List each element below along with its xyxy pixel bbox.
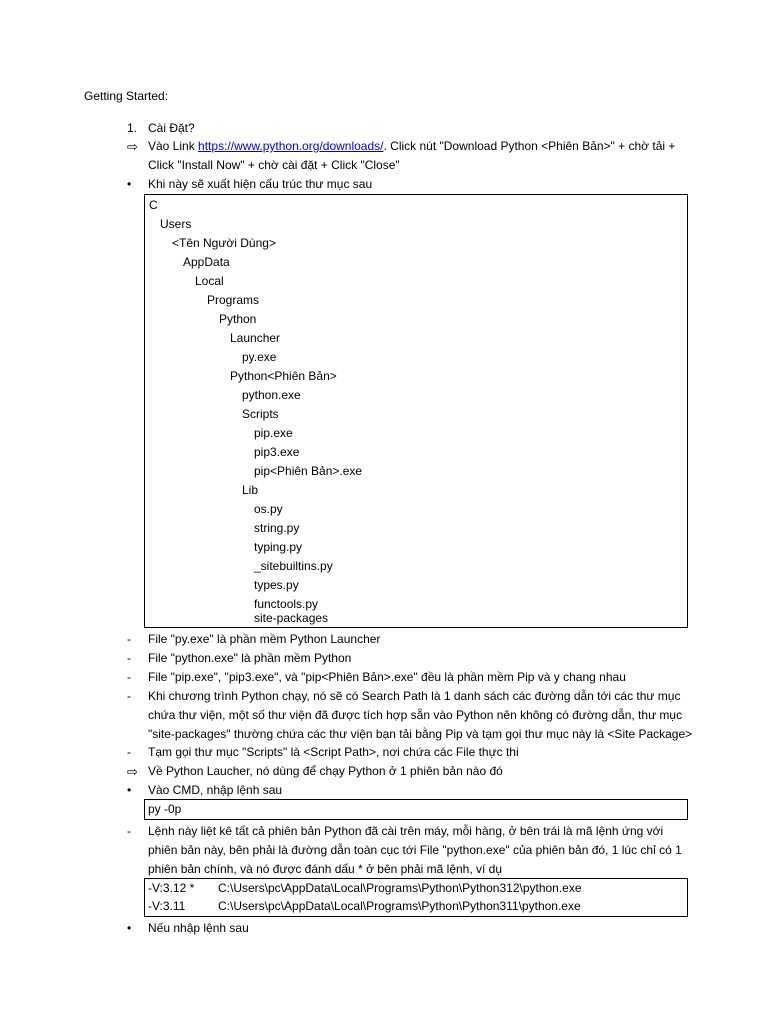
tree-node: Launcher bbox=[230, 331, 281, 345]
version-code: -V:3.11 bbox=[148, 899, 186, 913]
bullet-dot-icon: • bbox=[127, 177, 132, 191]
dash-bullet: - bbox=[127, 745, 131, 759]
tree-node: typing.py bbox=[254, 540, 303, 554]
command-output-box bbox=[144, 878, 688, 917]
tree-node: pip3.exe bbox=[254, 445, 300, 459]
command-box bbox=[144, 799, 688, 820]
bullet-dot-icon: • bbox=[127, 921, 132, 935]
tree-node: C bbox=[149, 198, 158, 212]
tree-node: python.exe bbox=[242, 388, 301, 402]
tree-node: Python<Phiên Bản> bbox=[230, 369, 337, 383]
tree-node: types.py bbox=[254, 578, 299, 592]
tree-node: _sitebuiltins.py bbox=[254, 559, 333, 573]
list-item-label: Khi này sẽ xuất hiện cấu trúc thư mục sau bbox=[148, 177, 373, 191]
tree-node: functools.py bbox=[254, 597, 319, 611]
tree-node: py.exe bbox=[242, 350, 277, 364]
dash-bullet: - bbox=[127, 632, 131, 646]
dash-bullet: - bbox=[127, 824, 131, 838]
tree-node: os.py bbox=[254, 502, 283, 516]
command-text: py -0p bbox=[148, 802, 182, 816]
arrow-bullet-icon: ⇨ bbox=[127, 139, 138, 154]
step-text: Vào Link https://www.python.org/downloads/. Click nút "Download Python <Phiên Bản>" + chờ tải + Click "Install Now" + chờ cài đặt + Click "Close" bbox=[148, 139, 676, 172]
python-path: C:\Users\pc\AppData\Local\Programs\Python\Python312\python.exe bbox=[218, 881, 582, 895]
directory-tree-box bbox=[144, 194, 688, 628]
dash-bullet: - bbox=[127, 689, 131, 703]
python-path: C:\Users\pc\AppData\Local\Programs\Python\Python311\python.exe bbox=[218, 899, 581, 913]
python-downloads-link[interactable]: https://www.python.org/downloads/ bbox=[198, 139, 384, 153]
output-row bbox=[148, 879, 582, 898]
bullet-dot-icon: • bbox=[127, 783, 132, 797]
list-number: 1. bbox=[127, 121, 138, 135]
tree-node: Users bbox=[160, 217, 192, 231]
tree-node: <Tên Người Dùng> bbox=[172, 236, 276, 250]
tree-node: pip<Phiên Bản>.exe bbox=[254, 464, 363, 478]
tree-node: Lib bbox=[242, 483, 259, 497]
version-code: -V:3.12 * bbox=[148, 881, 195, 895]
output-row bbox=[148, 897, 581, 916]
list-item-label: Cài Đặt? bbox=[148, 121, 195, 135]
arrow-bullet-icon: ⇨ bbox=[127, 764, 138, 779]
section-heading: Getting Started: bbox=[84, 89, 169, 103]
tree-node: pip.exe bbox=[254, 426, 293, 440]
tree-node: site-packages bbox=[254, 611, 329, 625]
tree-node: Programs bbox=[207, 293, 260, 307]
tree-node: Python bbox=[219, 312, 257, 326]
dash-bullet: - bbox=[127, 651, 131, 665]
tree-node: AppData bbox=[183, 255, 230, 269]
tree-node: string.py bbox=[254, 521, 300, 535]
dash-bullet: - bbox=[127, 670, 131, 684]
tree-node: Scripts bbox=[242, 407, 279, 421]
tree-node: Local bbox=[195, 274, 224, 288]
document-page: Getting Started: 1. Cài Đặt? ⇨ Vào Link https://www.python.org/downloads/. Click nút "Download Python <Phiên Bản>" + chờ tải + Click "Install Now" + chờ cài đặt + Click "Close" • Khi này sẽ xuất hiện cấu trúc thư mục sau C Users <Tên Người Dùng> AppData Local Programs Python Launcher py.exe Python<Phiên Bản> python.exe Scripts pip.exe pip3.exe pip<Phiên Bản>.exe Lib os.py string.py typing.py _sitebuiltins.py types.py functools.py site-packages - File "py.exe" là phần mềm Python Launcher - File "python.exe" là phần mềm Python - File "pip.exe", "pip3.exe", và "pip<Phiên Bản>.exe" đều là phần mềm Pip và y chang nhau - Khi chương trình Python chạy, nó sẽ có Search Path là 1 danh sách các đường dẫn tới các thư mục chứa thư viện, một số thư viện đã được tích hợp sẵn vào Python nên không có đường dẫn, thư mục "site-packages" thường chứa các thư viện bạn tải bằng Pip và tạm gọi thư mục này là <Site Package> - Tạm gọi thư mục "Scripts" là <Script Path>, nơi chứa các File thực thi ⇨ Về Python Laucher, nó dùng để chạy Python ở 1 phiên bản nào đó • Vào CMD, nhập lệnh sau py -0p - Lệnh này liệt kê tất cả phiên bản Python đã cài trên máy, mỗi hàng, ở bên trái là mã lệnh ứng với phiên bản này, bên phải là đường dẫn toàn cục tới File "python.exe" của phiên bản đó, 1 lúc chỉ có 1 phiên bản chính, và nó được đánh dấu * ở bên phải mã lệnh, ví dụ -V:3.12 * C:\Users\pc\AppData\Local\Programs\Python\Python312\python.exe -V:3.11 C:\Users\pc\AppData\Local\Programs\Python\Python311\python.exe • Nếu nhập lệnh sau bbox=[0, 0, 768, 1024]
